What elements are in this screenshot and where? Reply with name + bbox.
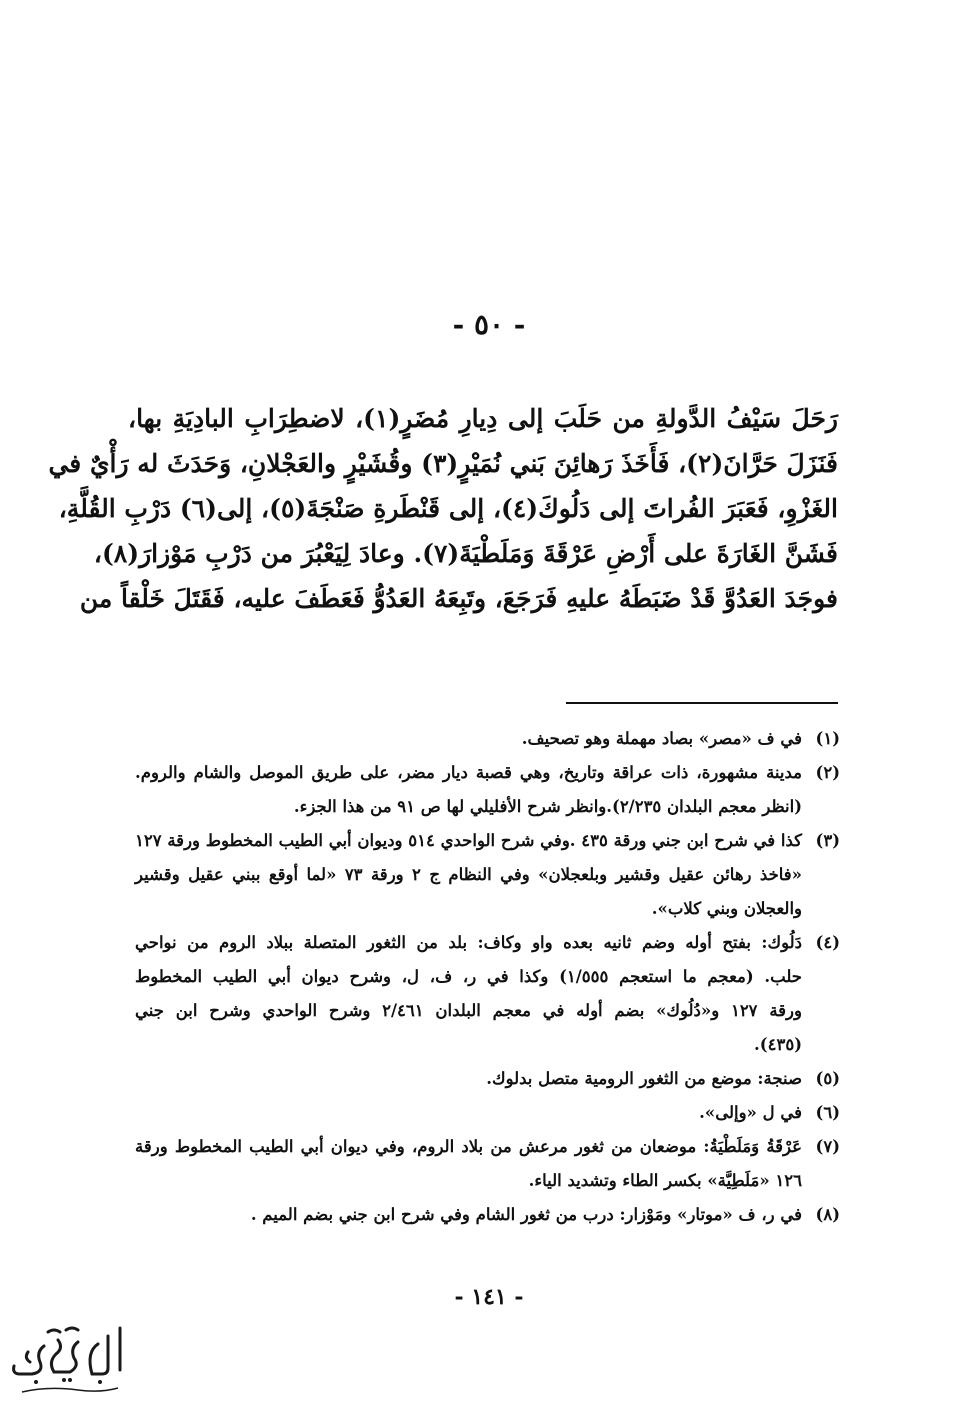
footnote bbox=[135, 1096, 840, 1130]
footnote-line: «فاخذ رهائن عقيل وقشير وبلعجلان» وفي النظام ج ٢ ورقة ٧٣ «لما أوقع ببني عقيل وقشير bbox=[135, 865, 802, 884]
main-text-line: فَشَنَّ الغَارَةَ على أَرْضِ عَرْقَةَ وَمَلَطْيَةَ(٧). وعادَ لِيَعْبُرَ من دَرْبِ مَوْزارَ(٨)، bbox=[93, 539, 838, 568]
footnote bbox=[135, 926, 840, 1062]
footnote-line: في ر، ف «موتار» ومَوْزار: درب من ثغور الشام وفي شرح ابن جني بضم الميم . bbox=[250, 1205, 802, 1224]
main-text-line: فوجَدَ العَدُوَّ قَدْ ضَبَطَهُ عليهِ فَرَجَعَ، وتَبِعَهُ العَدُوُّ فَعَطَفَ عليه، فَقَتَلَ خَلْقاً من bbox=[79, 584, 838, 613]
footnote-number: (١) bbox=[815, 729, 840, 748]
footnote-line: ورقة ١٢٧ و«دُلُوك» بضم أوله في معجم البلدان ٢/٤٦١ وشرح الواحدي وشرح ابن جني bbox=[135, 1001, 802, 1020]
footnote-line: حلب. (معجم ما استعجم ١/٥٥٥) وكذا في ر، ف، ل، وشرح ديوان أبي الطيب المخطوط bbox=[135, 967, 803, 986]
footnote bbox=[135, 1198, 840, 1232]
footnote-line: والعجلان وبني كلاب». bbox=[651, 899, 802, 918]
footnote-number: (٥) bbox=[815, 1069, 840, 1088]
footnote-text bbox=[135, 824, 802, 926]
footnote-number: (٢) bbox=[815, 763, 840, 782]
footnote-line: ١٢٦ «مَلَطِيَّة» بكسر الطاء وتشديد الياء. bbox=[528, 1171, 802, 1190]
footnote bbox=[135, 1062, 840, 1096]
calligraphy-stamp-logo bbox=[8, 1322, 130, 1400]
footnote-number: (٨) bbox=[815, 1205, 840, 1224]
footnote bbox=[135, 756, 840, 824]
main-text-line: رَحَلَ سَيْفُ الدَّولةِ من حَلَبَ إلى دِيارِ مُضَرٍ(١)، لاضطِرَابِ البادِيَةِ بها، bbox=[128, 404, 838, 433]
footnote-separator bbox=[566, 702, 838, 704]
main-text-line: فَنَزَلَ حَرَّانَ(٢)، فَأَخَذَ رَهائِنَ بَني نُمَيْرٍ(٣) وقُشَيْرٍ والعَجْلانِ، وَحَدَثَ له رَأْيٌ في bbox=[48, 449, 838, 478]
footnote-text bbox=[135, 1096, 802, 1130]
footnote-number: (٤) bbox=[815, 933, 840, 952]
footnote-number: (٧) bbox=[815, 1137, 840, 1156]
main-text-line: الغَزْوِ، فَعَبَرَ الفُراتَ إلى دَلُوكَ(٤)، إلى قَنْطَرةِ صَنْجَةَ(٥)، إلى(٦) دَرْبِ القُلَّةِ، bbox=[58, 494, 838, 523]
footnote-text bbox=[135, 926, 802, 1062]
footnote-line: دَلُوك: بفتح أوله وضم ثانيه بعده واو وكاف: بلد من الثغور المتصلة ببلاد الروم من نواحي bbox=[135, 933, 802, 952]
footnote-line: في ل «وإلى». bbox=[699, 1103, 802, 1122]
footnote-line: في ف «مصر» بصاد مهملة وهو تصحيف. bbox=[521, 729, 802, 748]
footnote-number: (٦) bbox=[815, 1103, 840, 1122]
footnotes bbox=[135, 722, 840, 1232]
page-folio: - ١٤١ - bbox=[454, 1284, 524, 1310]
footnote-text bbox=[135, 1198, 802, 1232]
main-text bbox=[48, 396, 838, 621]
footnote-line: (٤٣٥). bbox=[754, 1035, 802, 1054]
footnote-number: (٣) bbox=[815, 831, 840, 850]
footnote-text bbox=[135, 756, 802, 824]
footnote-line: مدينة مشهورة، ذات عراقة وتاريخ، وهي قصبة ديار مضر، على طريق الموصل والشام والروم. bbox=[135, 763, 802, 782]
footnote bbox=[135, 722, 840, 756]
footnote-line: صنجة: موضع من الثغور الرومية متصل بدلوك. bbox=[486, 1069, 802, 1088]
footnote-text bbox=[135, 722, 802, 756]
footnote bbox=[135, 1130, 840, 1198]
footnote-text bbox=[135, 1062, 802, 1096]
section-number: - ٥٠ - bbox=[452, 308, 526, 341]
footnote-line: كذا في شرح ابن جني ورقة ٤٣٥ .وفي شرح الواحدي ٥١٤ وديوان أبي الطيب المخطوط ورقة ١٢٧ bbox=[135, 831, 803, 850]
footnote-line: (انظر معجم البلدان ٢/٢٣٥).وانظر شرح الأفليلي لها ص ٩١ من هذا الجزء. bbox=[293, 797, 802, 816]
footnote-line: عَرْقَةُ وَمَلَطْيَةُ: موضعان من ثغور مرعش من بلاد الروم، وفي ديوان أبي الطيب المخطوط ورقة bbox=[135, 1137, 802, 1156]
footnote-text bbox=[135, 1130, 802, 1198]
footnote bbox=[135, 824, 840, 926]
